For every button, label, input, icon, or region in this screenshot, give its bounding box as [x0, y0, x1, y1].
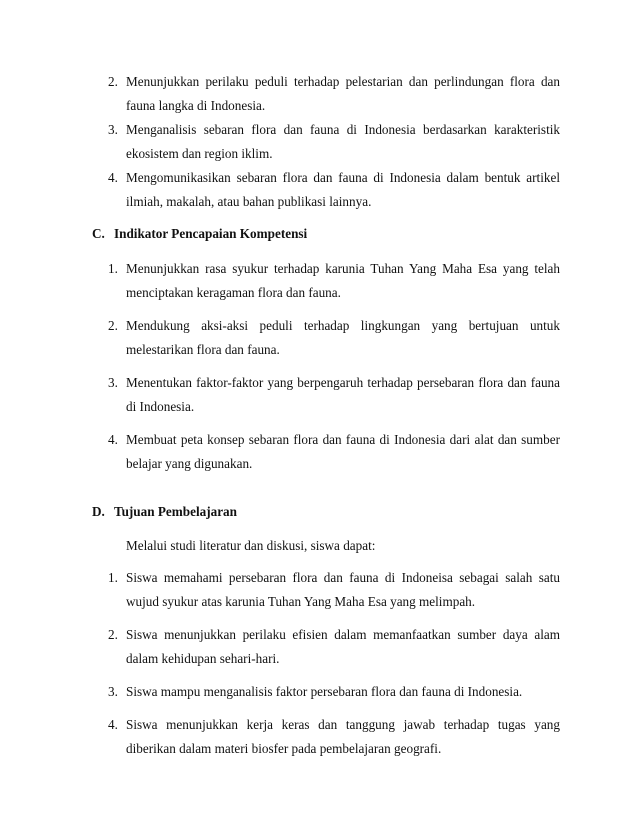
list-item	[108, 314, 560, 362]
section-intro: Melalui studi literatur dan diskusi, siswa dapat:	[126, 538, 376, 553]
section-heading-c	[92, 224, 307, 244]
list-item-text: Membuat peta konsep sebaran flora dan fauna di Indonesia dari alat dan sumber belajar yang digunakan.	[126, 432, 560, 471]
list-item	[108, 428, 560, 476]
list-item-number: 1.	[108, 261, 118, 276]
list-item	[108, 166, 560, 214]
list-item	[108, 118, 560, 166]
list-item	[108, 371, 560, 419]
section-heading-d	[92, 502, 237, 522]
list-item-number: 3.	[108, 684, 118, 699]
list-continued	[108, 70, 560, 214]
section-letter: C.	[92, 226, 105, 241]
section-c-list	[108, 257, 560, 476]
list-item-text: Menunjukkan rasa syukur terhadap karunia Tuhan Yang Maha Esa yang telah menciptakan keragaman flora dan fauna.	[126, 261, 560, 300]
section-letter: D.	[92, 504, 105, 519]
section-title: Indikator Pencapaian Kompetensi	[114, 226, 308, 241]
list-item-number: 2.	[108, 74, 118, 89]
list-item-number: 3.	[108, 375, 118, 390]
list-item-number: 2.	[108, 318, 118, 333]
list-item-number: 3.	[108, 122, 118, 137]
list-item	[108, 70, 560, 118]
list-item-number: 1.	[108, 570, 118, 585]
list-item-text: Menunjukkan perilaku peduli terhadap pelestarian dan perlindungan flora dan fauna langka di Indonesia.	[126, 74, 560, 113]
list-item	[108, 566, 560, 614]
section-d-list	[108, 566, 560, 761]
list-item	[108, 257, 560, 305]
list-item-number: 4.	[108, 717, 118, 732]
list-item-text: Siswa mampu menganalisis faktor persebaran flora dan fauna di Indonesia.	[126, 684, 523, 699]
list-item	[108, 713, 560, 761]
list-item-text: Menganalisis sebaran flora dan fauna di Indonesia berdasarkan karakteristik ekosistem dan region iklim.	[126, 122, 560, 161]
list-item-text: Siswa menunjukkan kerja keras dan tanggung jawab terhadap tugas yang diberikan dalam materi biosfer pada pembelajaran geografi.	[126, 717, 560, 756]
list-item-text: Mengomunikasikan sebaran flora dan fauna di Indonesia dalam bentuk artikel ilmiah, makalah, atau bahan publikasi lainnya.	[126, 170, 560, 209]
list-item-number: 2.	[108, 627, 118, 642]
list-item-text: Siswa memahami persebaran flora dan fauna di Indoneisa sebagai salah satu wujud syukur atas karunia Tuhan Yang Maha Esa yang melimpah.	[126, 570, 560, 609]
list-item	[108, 623, 560, 671]
list-item	[108, 680, 560, 704]
list-item-text: Menentukan faktor-faktor yang berpengaruh terhadap persebaran flora dan fauna di Indonesia.	[126, 375, 560, 414]
list-item-text: Siswa menunjukkan perilaku efisien dalam memanfaatkan sumber daya alam dalam kehidupan sehari-hari.	[126, 627, 560, 666]
list-item-text: Mendukung aksi-aksi peduli terhadap lingkungan yang bertujuan untuk melestarikan flora dan fauna.	[126, 318, 560, 357]
list-item-number: 4.	[108, 432, 118, 447]
list-item-number: 4.	[108, 170, 118, 185]
section-title: Tujuan Pembelajaran	[114, 504, 237, 519]
